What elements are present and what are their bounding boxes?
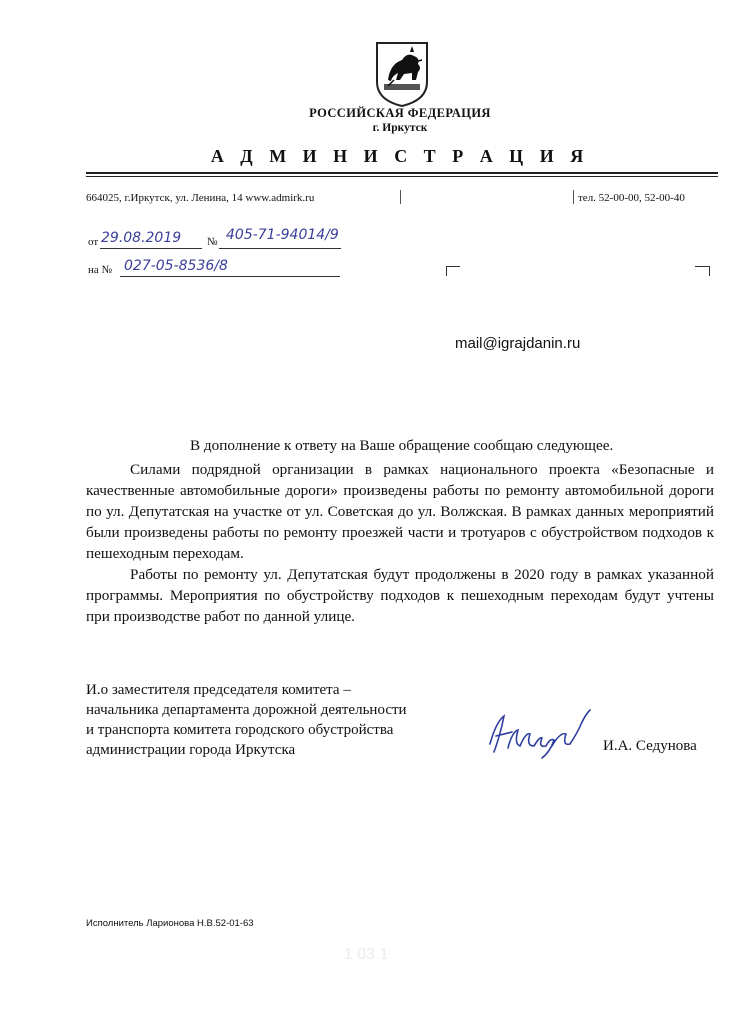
registration-number: 405-71-94014/9 [226,227,339,243]
header-country: РОССИЙСКАЯ ФЕДЕРАЦИЯ [309,106,491,120]
faint-stamp: 1 03 1 [343,946,389,963]
signer-name: И.А. Седунова [603,738,697,754]
recipient-email: mail@igrajdanin.ru [455,335,581,352]
signer-position-line: и транспорта комитета городского обустройства [86,722,394,738]
number-label: № [207,236,218,248]
address-separator [400,190,401,204]
header-phones: тел. 52-00-00, 52-00-40 [578,192,685,204]
reference-number: 027-05-8536/8 [124,258,228,274]
header-city: г. Иркутск [372,122,428,134]
signer-position-line: И.о заместителя председателя комитета – [86,682,351,698]
number-underline [219,248,341,249]
recipient-corner-right-v [709,266,710,276]
signer-position [86,680,407,760]
signer-position-line: начальника департамента дорожной деятельности [86,702,407,718]
reference-label: на № [88,264,113,276]
recipient-corner-left-v [446,266,447,276]
paragraph-1: Силами подрядной организации в рамках национального проекта «Безопасные и качественные автомобильные дороги» произведены работы по ремонту автомобильной дороги по ул. Депутатская на участке от ул. Советская до ул. Волжская. В рамках данных мероприятий были произведены работы по ремонту проезжей части и тротуаров с обустройством подходов к пешеходным переходам. [86,461,714,562]
date-label: от [88,236,99,248]
intro-line: В дополнение к ответу на Ваше обращение сообщаю следующее. [190,437,614,454]
irkutsk-coat-of-arms-icon [374,40,430,108]
handwritten-signature [482,702,600,762]
registration-date: 29.08.2019 [101,230,182,246]
header-divider-thin [86,176,718,177]
executor-info: Исполнитель Ларионова Н.В.52-01-63 [86,918,254,929]
letter-body [86,459,714,627]
recipient-corner-right [695,266,709,267]
header-divider [86,172,718,174]
phone-separator [573,190,574,204]
paragraph-2: Работы по ремонту ул. Депутатская будут продолжены в 2020 году в рамках указанной программы. Мероприятия по обустройству подходов к пешеходным переходам будут учтены при производстве работ по данной улице. [86,566,714,625]
recipient-corner-left [446,266,460,267]
header-address: 664025, г.Иркутск, ул. Ленина, 14 www.admirk.ru [86,192,315,204]
reference-underline [120,276,340,277]
signer-position-line: администрации города Иркутска [86,742,296,758]
date-underline [100,248,202,249]
header-organization: А Д М И Н И С Т Р А Ц И Я [210,146,590,166]
